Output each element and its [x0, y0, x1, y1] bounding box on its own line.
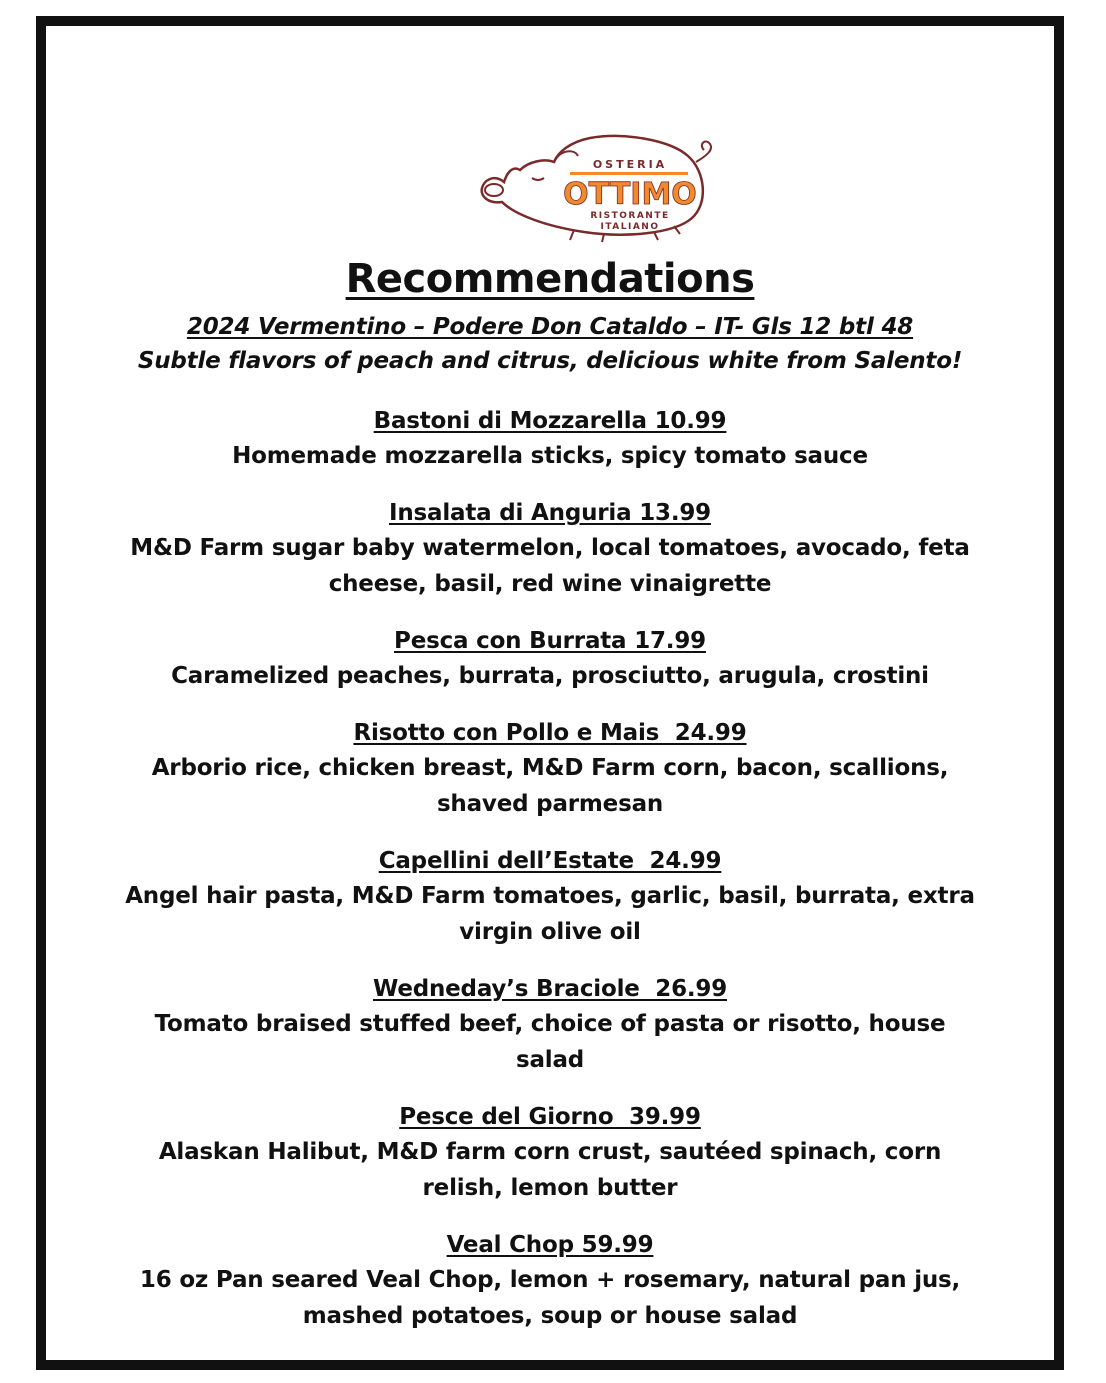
menu-item-name: Risotto con Pollo e Mais 24.99	[353, 720, 747, 746]
logo-name: OTTIMO	[563, 177, 697, 212]
menu-item-desc: Caramelized peaches, burrata, prosciutto, arugula, crostini	[171, 663, 929, 689]
menu-item-desc: Homemade mozzarella sticks, spicy tomato sauce	[232, 443, 868, 469]
menu-item-name: Capellini dell’Estate 24.99	[378, 848, 722, 874]
menu-item-name: Pesca con Burrata 17.99	[394, 628, 706, 654]
menu-content	[46, 252, 1054, 1356]
wine-feature: 2024 Vermentino – Podere Don Cataldo – IT- Gls 12 btl 48	[186, 314, 914, 340]
menu-item-name: Veal Chop 59.99	[446, 1232, 654, 1258]
menu-item	[46, 624, 1054, 694]
menu-item-name: Bastoni di Mozzarella 10.99	[373, 408, 727, 434]
osteria-ottimo-pig-logo	[474, 122, 720, 246]
menu-item-name: Pesce del Giorno 39.99	[399, 1104, 701, 1130]
menu-item-desc: M&D Farm sugar baby watermelon, local tomatoes, avocado, feta cheese, basil, red wine vinaigrette	[130, 535, 970, 597]
menu-frame	[36, 16, 1064, 1370]
menu-items	[46, 404, 1054, 1334]
menu-item-desc: Angel hair pasta, M&D Farm tomatoes, garlic, basil, burrata, extra virgin olive oil	[125, 883, 975, 945]
logo-sub-line2: ITALIANO	[600, 222, 660, 232]
page-title: Recommendations	[345, 256, 755, 302]
logo-sub-line1: RISTORANTE	[590, 211, 670, 221]
menu-item-name: Wedneday’s Braciole 26.99	[372, 976, 728, 1002]
menu-item	[46, 972, 1054, 1078]
wine-note: Subtle flavors of peach and citrus, delicious white from Salento!	[137, 348, 963, 374]
menu-item-desc: 16 oz Pan seared Veal Chop, lemon + rosemary, natural pan jus, mashed potatoes, soup or house salad	[139, 1267, 961, 1329]
menu-item	[46, 716, 1054, 822]
logo-top-text: OSTERIA	[592, 158, 668, 171]
menu-item	[46, 844, 1054, 950]
menu-item	[46, 496, 1054, 602]
menu-item	[46, 404, 1054, 474]
menu-item-name: Insalata di Anguria 13.99	[389, 500, 711, 526]
menu-item-desc: Arborio rice, chicken breast, M&D Farm corn, bacon, scallions, shaved parmesan	[151, 755, 949, 817]
menu-item	[46, 1228, 1054, 1334]
menu-item-desc: Alaskan Halibut, M&D farm corn crust, sautéed spinach, corn relish, lemon butter	[158, 1139, 942, 1201]
menu-item	[46, 1100, 1054, 1206]
menu-item-desc: Tomato braised stuffed beef, choice of pasta or risotto, house salad	[154, 1011, 946, 1073]
